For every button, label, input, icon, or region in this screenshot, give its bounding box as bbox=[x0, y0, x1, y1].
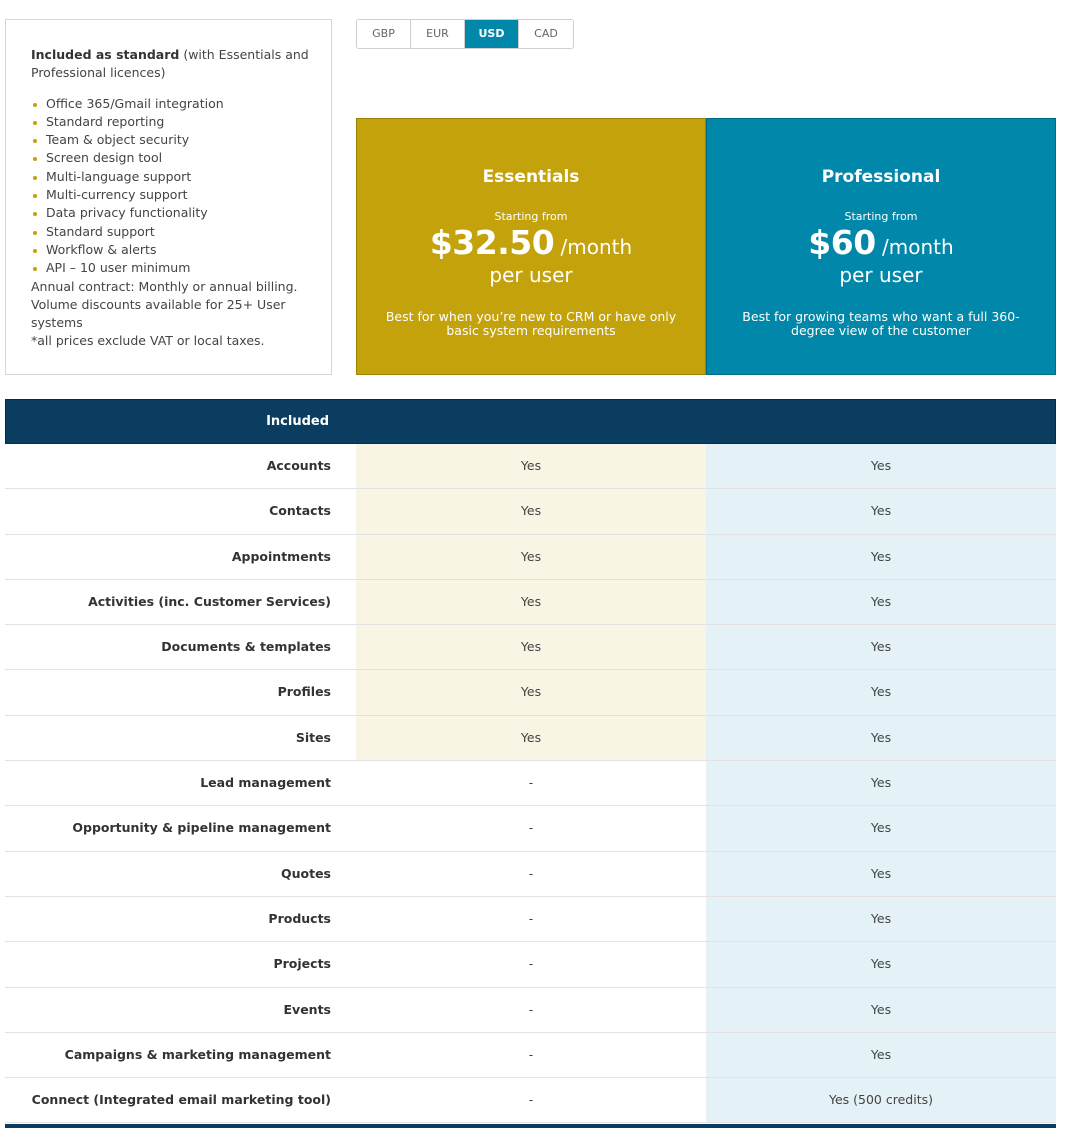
table-row bbox=[5, 1078, 1056, 1123]
table-row bbox=[5, 942, 1056, 987]
contract-note: Annual contract: Monthly or annual billing. bbox=[31, 278, 298, 294]
feature-name: Accounts bbox=[5, 444, 356, 488]
professional-value: Yes bbox=[706, 988, 1056, 1032]
feature-table bbox=[5, 444, 1056, 1123]
included-header bbox=[5, 399, 1056, 444]
per-user-label: per user bbox=[489, 263, 573, 287]
essentials-value: - bbox=[356, 761, 706, 805]
feature-name: Quotes bbox=[5, 852, 356, 896]
currency-selector bbox=[356, 19, 574, 49]
included-standard-box bbox=[5, 19, 332, 375]
feature-name: Opportunity & pipeline management bbox=[5, 806, 356, 850]
essentials-value: - bbox=[356, 1078, 706, 1122]
essentials-value: Yes bbox=[356, 716, 706, 760]
professional-value: Yes bbox=[706, 942, 1056, 986]
table-bottom-bar bbox=[5, 1124, 1056, 1128]
list-item: Office 365/Gmail integration bbox=[31, 95, 319, 113]
table-row bbox=[5, 806, 1056, 851]
list-item: API – 10 user minimum bbox=[31, 259, 319, 277]
essentials-value: - bbox=[356, 988, 706, 1032]
essentials-value: - bbox=[356, 1033, 706, 1077]
feature-name: Profiles bbox=[5, 670, 356, 714]
essentials-value: Yes bbox=[356, 670, 706, 714]
feature-name: Connect (Integrated email marketing tool) bbox=[5, 1078, 356, 1122]
table-row bbox=[5, 897, 1056, 942]
list-item: Data privacy functionality bbox=[31, 204, 319, 222]
feature-name: Events bbox=[5, 988, 356, 1032]
tax-note: *all prices exclude VAT or local taxes. bbox=[31, 333, 265, 349]
professional-value: Yes bbox=[706, 670, 1056, 714]
plan-name: Professional bbox=[821, 167, 941, 187]
essentials-value: - bbox=[356, 852, 706, 896]
list-item: Workflow & alerts bbox=[31, 241, 319, 259]
standard-features-list bbox=[31, 95, 319, 278]
professional-value: Yes bbox=[706, 806, 1056, 850]
feature-name: Projects bbox=[5, 942, 356, 986]
starting-from-label: Starting from bbox=[494, 210, 568, 223]
price-amount: $32.50 bbox=[429, 223, 555, 262]
essentials-value: - bbox=[356, 942, 706, 986]
essentials-value: - bbox=[356, 897, 706, 941]
feature-name: Appointments bbox=[5, 535, 356, 579]
plan-description: Best for when you’re new to CRM or have only basic system requirements bbox=[385, 309, 677, 338]
table-row bbox=[5, 761, 1056, 806]
table-row bbox=[5, 1033, 1056, 1078]
professional-value: Yes bbox=[706, 1033, 1056, 1077]
feature-name: Products bbox=[5, 897, 356, 941]
price-period: /month bbox=[875, 235, 954, 259]
table-row bbox=[5, 535, 1056, 580]
feature-name: Lead management bbox=[5, 761, 356, 805]
essentials-value: Yes bbox=[356, 535, 706, 579]
table-row bbox=[5, 444, 1056, 489]
feature-name: Campaigns & marketing management bbox=[5, 1033, 356, 1077]
list-item: Screen design tool bbox=[31, 149, 319, 167]
tab-usd[interactable]: USD bbox=[465, 20, 519, 48]
feature-name: Documents & templates bbox=[5, 625, 356, 669]
tab-gbp[interactable]: GBP bbox=[357, 20, 411, 48]
essentials-value: Yes bbox=[356, 625, 706, 669]
table-row bbox=[5, 580, 1056, 625]
list-item: Multi-language support bbox=[31, 168, 319, 186]
plan-description: Best for growing teams who want a full 360-degree view of the customer bbox=[742, 309, 1020, 338]
tab-eur[interactable]: EUR bbox=[411, 20, 465, 48]
price bbox=[707, 223, 1055, 262]
essentials-value: Yes bbox=[356, 444, 706, 488]
list-item: Multi-currency support bbox=[31, 186, 319, 204]
volume-note: Volume discounts available for 25+ User systems bbox=[31, 296, 286, 331]
professional-value: Yes bbox=[706, 852, 1056, 896]
per-user-label: per user bbox=[839, 263, 923, 287]
professional-value: Yes bbox=[706, 489, 1056, 533]
essentials-value: - bbox=[356, 806, 706, 850]
essentials-value: Yes bbox=[356, 489, 706, 533]
table-row bbox=[5, 489, 1056, 534]
starting-from-label: Starting from bbox=[844, 210, 918, 223]
plan-card-professional bbox=[706, 118, 1056, 375]
table-row bbox=[5, 625, 1056, 670]
professional-value: Yes bbox=[706, 761, 1056, 805]
professional-value: Yes bbox=[706, 444, 1056, 488]
price-period: /month bbox=[554, 235, 633, 259]
included-standard-heading: Included as standard (with Essentials and Professional licences) bbox=[31, 47, 309, 81]
price bbox=[357, 223, 705, 262]
included-header-label: Included bbox=[266, 414, 329, 429]
professional-value: Yes (500 credits) bbox=[706, 1078, 1056, 1122]
feature-name: Contacts bbox=[5, 489, 356, 533]
professional-value: Yes bbox=[706, 625, 1056, 669]
tab-cad[interactable]: CAD bbox=[534, 27, 558, 40]
feature-name: Activities (inc. Customer Services) bbox=[5, 580, 356, 624]
list-item: Standard reporting bbox=[31, 113, 319, 131]
plan-name: Essentials bbox=[482, 167, 580, 187]
table-row bbox=[5, 852, 1056, 897]
professional-value: Yes bbox=[706, 897, 1056, 941]
table-row bbox=[5, 988, 1056, 1033]
professional-value: Yes bbox=[706, 716, 1056, 760]
price-amount: $60 bbox=[808, 223, 876, 262]
list-item: Team & object security bbox=[31, 131, 319, 149]
list-item: Standard support bbox=[31, 223, 319, 241]
table-row bbox=[5, 670, 1056, 715]
table-row bbox=[5, 716, 1056, 761]
plan-card-essentials bbox=[356, 118, 706, 375]
feature-name: Sites bbox=[5, 716, 356, 760]
essentials-value: Yes bbox=[356, 580, 706, 624]
professional-value: Yes bbox=[706, 535, 1056, 579]
professional-value: Yes bbox=[706, 580, 1056, 624]
